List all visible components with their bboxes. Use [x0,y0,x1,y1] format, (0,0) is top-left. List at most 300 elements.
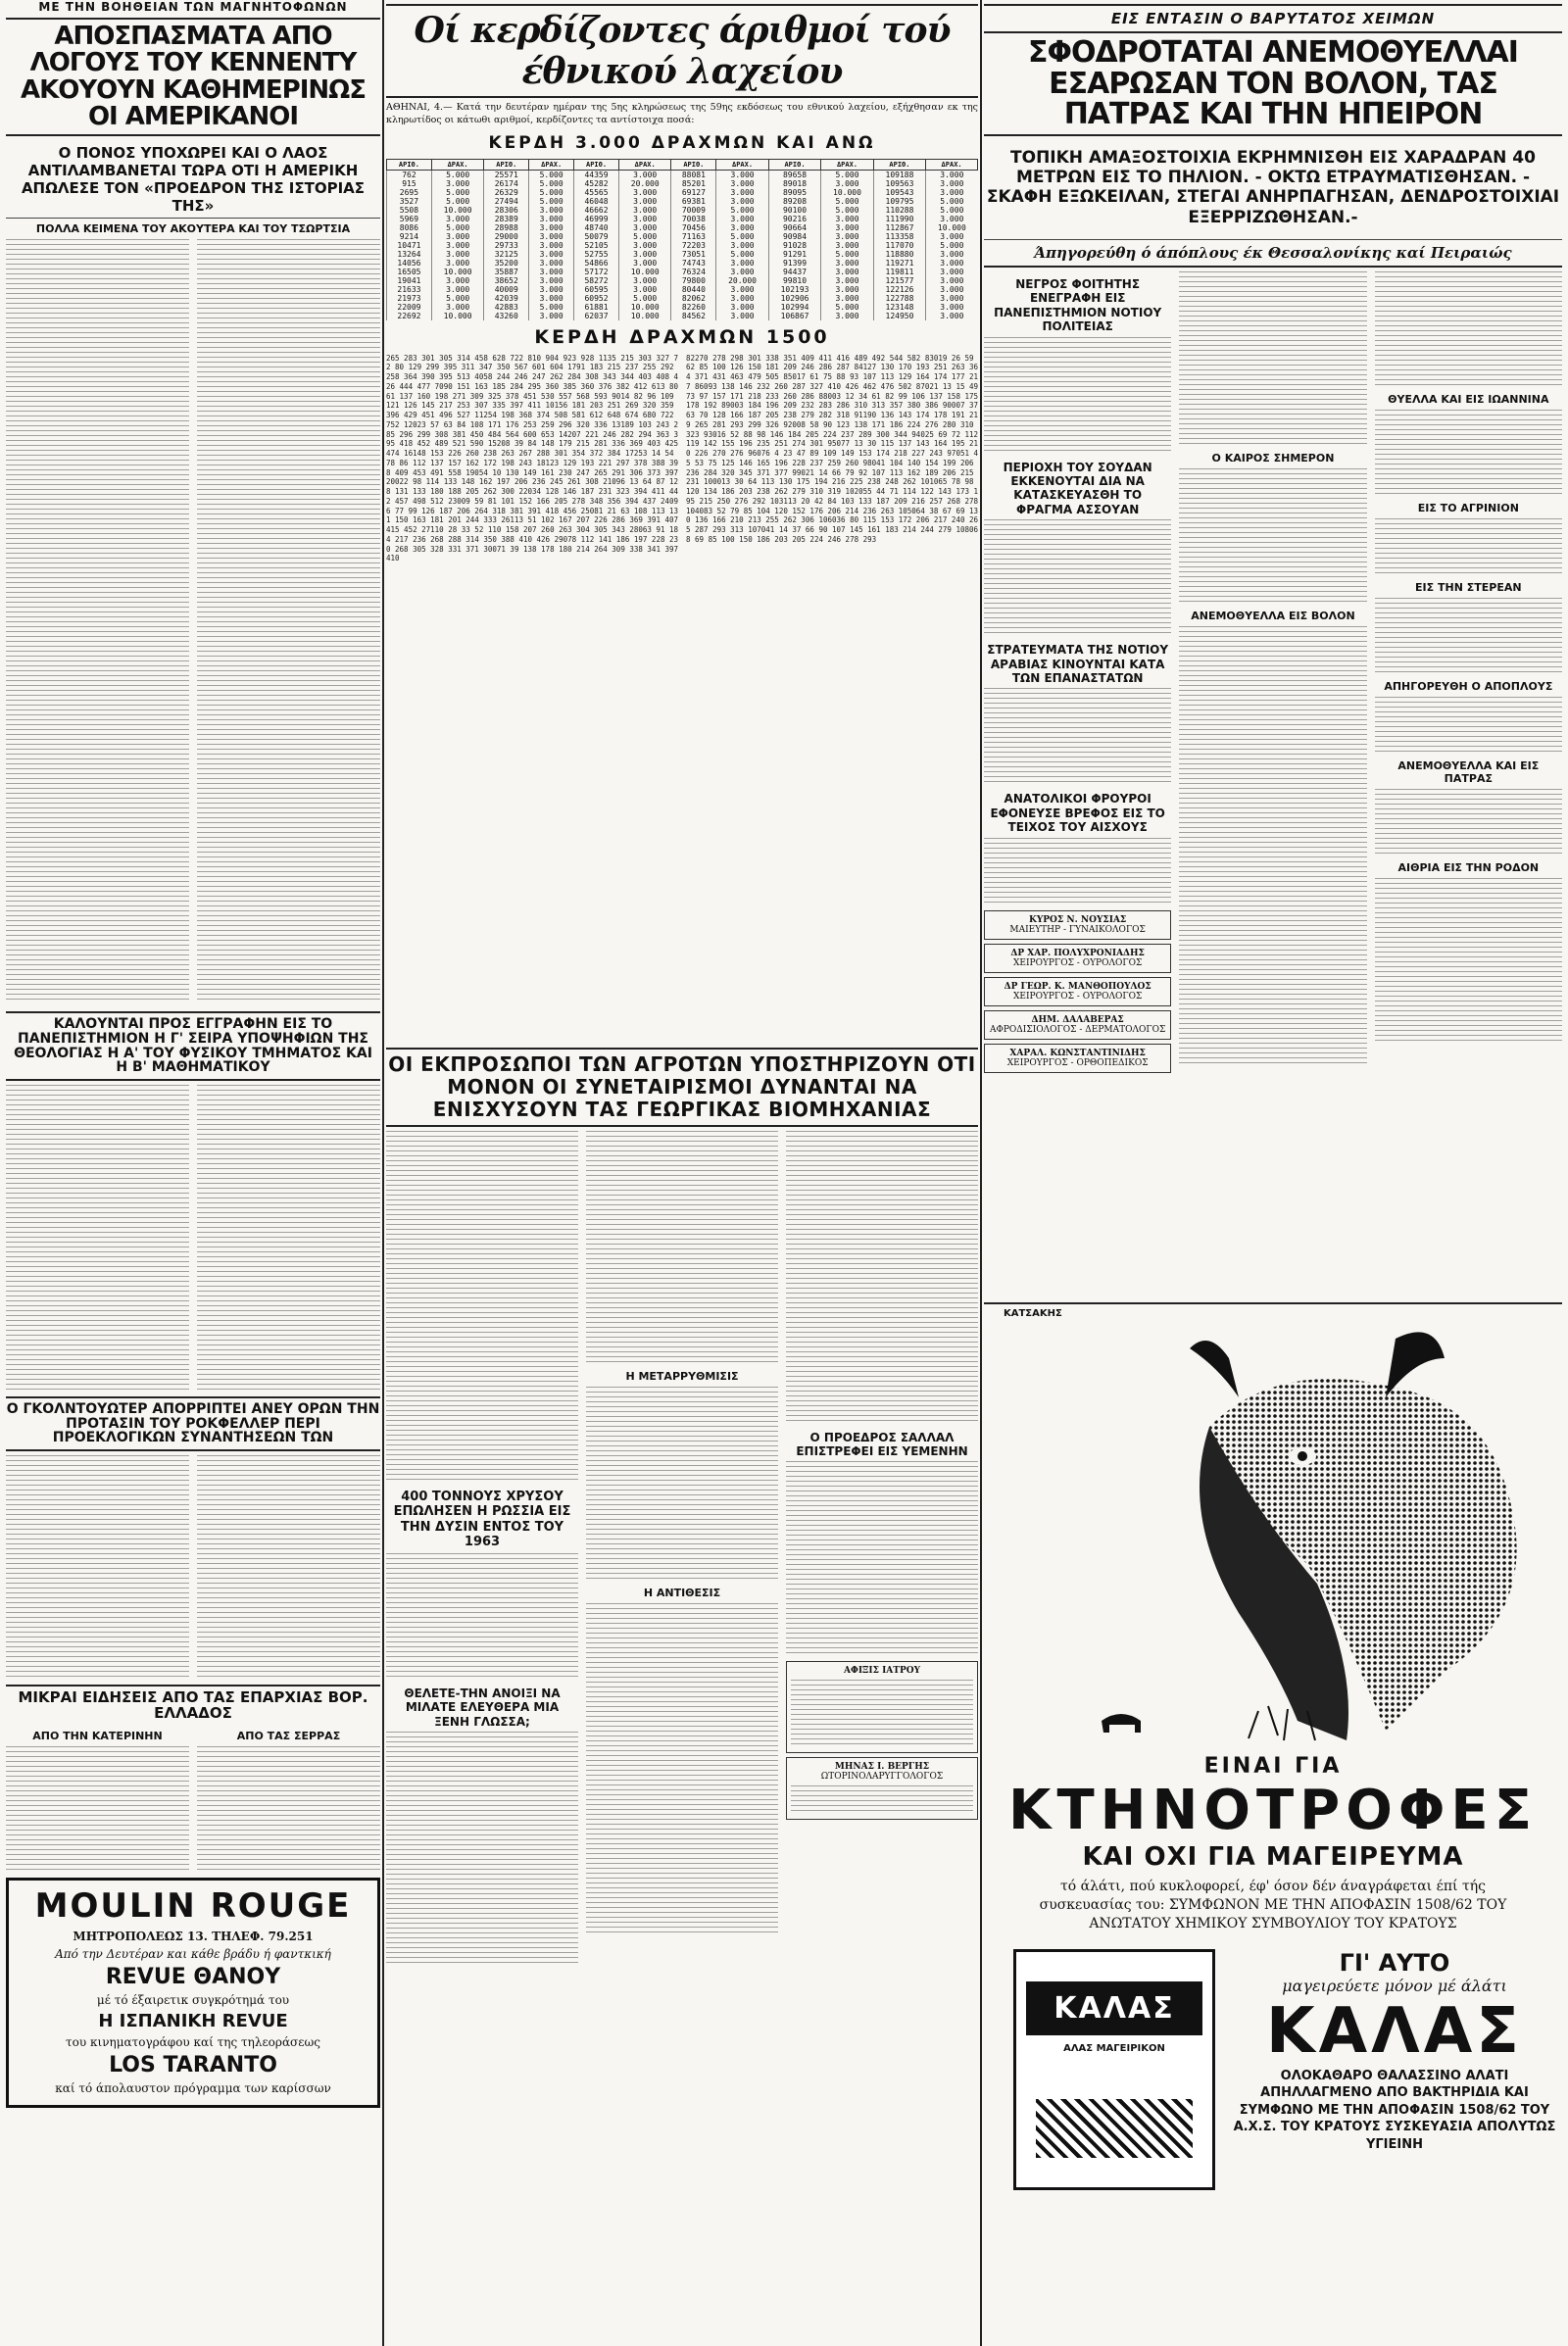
table-cell: 26174 [484,179,529,188]
article-text [6,1085,189,1391]
article-text [791,1680,973,1748]
table-row [387,312,978,320]
table-cell: 5.000 [431,170,483,179]
ad-line: ΚΑΙ ΟΧΙ ΓΙΑ ΜΑΓΕΙΡΕΥΜΑ [1082,1842,1464,1872]
section-antithesis: Η ΑΝΤΙΘΕΣΙΣ [643,1586,721,1599]
table-cell: 43260 [484,312,529,320]
table-cell: 5508 [387,206,432,215]
table-cell: 109543 [873,188,925,197]
table-cell: 119271 [873,259,925,268]
section-ioannina: ΘΥΕΛΛΑ ΚΑΙ ΕΙΣ ΙΩΑΝΝΙΝΑ [1388,393,1549,407]
table-cell: 90216 [768,215,820,223]
ad-line: ΕΙΝΑΙ ΓΙΑ [1203,1754,1343,1779]
table-cell: 13264 [387,250,432,259]
table-cell: 3.000 [926,294,978,303]
article-text [984,519,1171,637]
ad-line: του κινηματογράφου καί της τηλεοράσεως [66,2034,320,2049]
table-cell: 3.000 [529,312,574,320]
table-header: ΔΡΑΧ. [926,159,978,170]
table-cell: 5.000 [618,294,670,303]
table-cell: 3.000 [529,215,574,223]
doctor-role: ΑΦΡΟΔΙΣΙΟΛΟΓΟΣ - ΔΕΡΜΑΤΟΛΟΓΟΣ [989,1024,1166,1035]
ad-troupe: LOS TARANTO [109,2052,277,2077]
ad-line: μέ τό έξαιρετικ συγκρότημά του [96,1992,290,2007]
moulin-rouge-ad [6,1878,380,2108]
article-text [984,688,1171,786]
kalas-salt-ad [984,1298,1562,2337]
section-patras: ΑΝΕΜΟΘΥΕΛΛΑ ΚΑΙ ΕΙΣ ΠΑΤΡΑΣ [1397,759,1540,786]
table-cell: 5.000 [716,250,768,259]
column-right [984,0,1562,2346]
table-cell: 5.000 [716,232,768,241]
table-cell: 3.000 [821,259,873,268]
table-cell: 109795 [873,197,925,206]
table-cell: 40009 [484,285,529,294]
ad-line: Από την Δευτέραν και κάθε βράδυ ή φαντκική [55,1946,331,1961]
table-row [387,232,978,241]
table-cell: 109188 [873,170,925,179]
table-cell: 3.000 [926,268,978,276]
table-cell: 52105 [574,241,619,250]
lottery-section-3000: ΚΕΡΔΗ 3.000 ΔΡΑΧΜΩΝ ΚΑΙ ΑΝΩ [488,132,876,153]
table-cell: 91291 [768,250,820,259]
table-cell: 10.000 [618,303,670,312]
doctor-role: ΧΕΙΡΟΥΡΓΟΣ - ΟΥΡΟΛΟΓΟΣ [1012,957,1143,968]
ad-line: Η ΙΣΠΑΝΙΚΗ REVUE [98,2010,288,2031]
article-text [1375,789,1562,857]
ad-revue: REVUE ΘΑΝΟΥ [105,1964,281,1989]
table-cell: 3.000 [431,232,483,241]
article-text [1375,518,1562,577]
table-cell: 80440 [671,285,716,294]
table-cell: 57172 [574,268,619,276]
table-cell: 25571 [484,170,529,179]
table-cell: 5969 [387,215,432,223]
table-cell: 106867 [768,312,820,320]
table-cell: 10.000 [618,312,670,320]
column-divider [980,0,982,2346]
table-cell: 3.000 [618,170,670,179]
table-cell: 10.000 [821,188,873,197]
table-cell: 22692 [387,312,432,320]
table-cell: 90100 [768,206,820,215]
table-cell: 3.000 [529,206,574,215]
ad-brand-small: ΚΑΤΣΑΚΗΣ [1004,1308,1062,1319]
sudan-headline: ΠΕΡΙΟΧΗ ΤΟΥ ΣΟΥΔΑΝ ΕΚΚΕΝΟΥΤΑΙ ΔΙΑ ΝΑ ΚΑΤΑΣΚΕΥΑΣΘΗ ΤΟ ΦΡΑΓΜΑ ΑΣΣΟΥΑΝ [1003,460,1152,516]
table-cell: 3.000 [716,223,768,232]
article-text [6,1746,189,1872]
table-cell: 3.000 [821,232,873,241]
table-cell: 61881 [574,303,619,312]
table-cell: 3.000 [821,312,873,320]
doctor-role: ΜΑΙΕΥΤΗΡ - ΓΥΝΑΙΚΟΛΟΓΟΣ [1009,924,1146,935]
table-cell: 3.000 [618,215,670,223]
table-cell: 3.000 [821,285,873,294]
table-cell: 99810 [768,276,820,285]
column-divider [382,0,384,2346]
ad-address: ΜΗΤΡΟΠΟΛΕΩΣ 13. ΤΗΛΕΦ. 79.251 [73,1929,314,1943]
doctor-listing [984,944,1171,973]
subhead-secondary: ΠΟΛΛΑ ΚΕΙΜΕΝΑ ΤΟΥ ΑΚΟΥΤΕΡΑ ΚΑΙ ΤΟΥ ΤΣΩΡΤΣΙΑ [35,222,351,236]
table-cell: 3.000 [618,259,670,268]
university-headline: ΚΑΛΟΥΝΤΑΙ ΠΡΟΣ ΕΓΓΡΑΦΗΝ ΕΙΣ ΤΟ ΠΑΝΕΠΙΣΤΗΜΙΟΝ Η Γ' ΣΕΙΡΑ ΥΠΟΨΗΦΙΩΝ ΤΗΣ ΘΕΟΛΟΓΙΑΣ Η Α' ΤΟΥ ΦΥΣΙΚΟΥ ΤΜΗΜΑΤΟΣ ΚΑΙ Η Β' ΜΑΘΗΜΑΤΙΚΟΥ [14,1016,372,1076]
ad-headline: ΚΤΗΝΟΤΡΟΦΕΣ [1008,1779,1538,1842]
table-cell: 21633 [387,285,432,294]
article-text [984,838,1171,906]
table-cell: 119811 [873,268,925,276]
table-header: ΔΡΑΧ. [716,159,768,170]
table-cell: 3.000 [716,268,768,276]
table-cell: 3.000 [821,215,873,223]
table-cell: 35200 [484,259,529,268]
table-cell: 3.000 [618,241,670,250]
table-cell: 60595 [574,285,619,294]
table-header: ΑΡΙΘ. [574,159,619,170]
table-cell: 5.000 [529,188,574,197]
table-cell: 9214 [387,232,432,241]
table-cell: 10471 [387,241,432,250]
table-row [387,285,978,294]
table-cell: 45282 [574,179,619,188]
table-cell: 3.000 [716,312,768,320]
table-cell: 94437 [768,268,820,276]
student-headline: ΝΕΓΡΟΣ ΦΟΙΤΗΤΗΣ ΕΝΕΓΡΑΦΗ ΕΙΣ ΠΑΝΕΠΙΣΤΗΜΙΟΝ ΝΟΤΙΟΥ ΠΟΛΙΤΕΙΑΣ [994,277,1162,334]
table-row [387,223,978,232]
table-cell: 5.000 [529,197,574,206]
table-cell: 76324 [671,268,716,276]
table-cell: 28389 [484,215,529,223]
table-row [387,188,978,197]
table-cell: 3.000 [716,179,768,188]
table-cell: 3.000 [618,276,670,285]
table-row [387,259,978,268]
table-cell: 5.000 [529,179,574,188]
table-cell: 5.000 [926,206,978,215]
article-text [791,1785,973,1815]
ad-brand: ΚΑΛΑΣ [1266,1994,1523,2068]
table-cell: 3.000 [926,285,978,294]
table-cell: 3.000 [716,285,768,294]
table-cell: 46999 [574,215,619,223]
guards-headline: ΑΝΑΤΟΛΙΚΟΙ ΦΡΟΥΡΟΙ ΕΦΟΝΕΥΣΕ ΒΡΕΦΟΣ ΕΙΣ ΤΟ ΤΕΙΧΟΣ ΤΟΥ ΑΙΣΧΟΥΣ [990,792,1165,835]
table-cell: 3.000 [529,259,574,268]
table-cell: 3.000 [716,170,768,179]
news-headline: ΜΙΚΡΑΙ ΕΙΔΗΣΕΙΣ ΑΠΟ ΤΑΣ ΕΠΑΡΧΙΑΣ ΒΟΡ. ΕΛΛΑΔΟΣ [18,1688,368,1722]
table-cell: 48740 [574,223,619,232]
lottery-numbers-right: 82270 278 298 301 338 351 409 411 416 489 492 544 582 83019 26 59 62 85 100 126 150 181 209 246 286 287 84127 130 170 193 251 263 364 371 431 463 479 505 85017 61 75 88 93 107 113 129 164 174 177 217 86093 138 146 232 260 287 327 410 426 462 476 502 87021 13 15 49 73 97 157 171 218 233 260 286 88003 12 34 61 82 99 106 137 158 175 178 192 89003 184 196 209 232 283 286 310 313 357 380 386 90007 37 63 70 128 166 187 205 238 279 282 318 91190 136 143 174 178 191 219 265 281 293 299 326 92008 58 90 123 138 171 186 224 276 280 310 323 93016 52 88 98 146 184 205 224 237 289 300 344 94025 69 72 112 119 142 155 196 235 251 274 301 95077 13 30 115 137 143 164 195 210 226 270 276 96076 4 23 47 89 109 149 153 174 218 227 243 97051 45 53 75 125 146 165 196 228 237 259 260 98041 104 140 154 199 206 236 284 320 345 371 377 99021 14 66 79 92 107 113 162 189 206 215 231 100013 30 64 113 130 175 194 216 225 238 248 262 101065 78 98 120 134 186 203 238 262 279 310 319 102055 44 71 114 122 143 173 195 215 250 276 292 103113 20 42 84 103 133 187 209 216 257 268 278 104083 52 79 85 104 120 152 176 206 214 236 263 105064 38 67 69 130 136 166 210 213 255 262 306 106036 80 115 153 172 206 217 240 265 287 293 313 107041 14 37 66 90 107 145 161 183 214 244 279 108068 69 85 100 150 186 203 205 224 246 278 293 [686,353,978,544]
article-text [386,1131,578,1484]
table-header: ΔΡΑΧ. [618,159,670,170]
table-row [387,170,978,179]
table-cell: 3.000 [529,232,574,241]
table-cell: 3.000 [926,170,978,179]
table-cell: 89018 [768,179,820,188]
article-text [586,1131,778,1366]
table-cell: 3.000 [716,241,768,250]
table-cell: 91028 [768,241,820,250]
article-text [386,1553,578,1681]
table-cell: 3.000 [821,223,873,232]
table-cell: 28988 [484,223,529,232]
table-cell: 3.000 [926,303,978,312]
main-headline: ΑΠΟΣΠΑΣΜΑΤΑ ΑΠΟ ΛΟΓΟΥΣ ΤΟΥ ΚΕΝΝΕΝΤΥ ΑΚΟΥΟΥΝ ΚΑΘΗΜΕΡΙΝΩΣ ΟΙ ΑΜΕΡΙΚΑΝΟΙ [20,22,367,131]
table-cell: 3.000 [431,179,483,188]
table-cell: 112867 [873,223,925,232]
table-cell: 14056 [387,259,432,268]
doctor-listing [984,1044,1171,1073]
table-cell: 3.000 [821,179,873,188]
table-cell: 79800 [671,276,716,285]
table-cell: 3.000 [431,303,483,312]
table-cell: 5.000 [529,303,574,312]
language-headline: ΘΕΛΕΤΕ-ΤΗΝ ΑΝΟΙΞΙ ΝΑ ΜΙΛΑΤΕ ΕΛΕΥΘΕΡΑ ΜΙΑ ΞΕΝΗ ΓΛΩΣΣΑ; [404,1686,561,1729]
ad-line: καί τό άπολαυστον πρόγραμμα των καρίσσων [55,2080,331,2095]
lottery-table [386,159,978,320]
doctor-box [786,1661,978,1753]
doctor-title: ΩΤΟΡΙΝΟΛΑΡΥΓΓΟΛΟΓΟΣ [820,1772,944,1783]
table-cell: 3.000 [529,223,574,232]
table-cell: 3.000 [529,268,574,276]
table-row [387,215,978,223]
storm-subhead-secondary: Άπηγορεύθη ό άπόπλους έκ Θεσσαλονίκης καί Πειραιώς [1034,244,1512,263]
table-cell: 3.000 [431,276,483,285]
table-cell: 5.000 [618,232,670,241]
table-cell: 70456 [671,223,716,232]
ad-body: τό άλάτι, πού κυκλοφορεί, έφ' όσον δέν άναγράφεται έπί τής συσκευασίας του: ΣΥΜΦΩΝΟΝ ΜΕ ΤΗΝ ΑΠΟΦΑΣΙΝ 1508/62 ΤΟΥ ΑΝΩΤΑΤΟΥ ΧΗΜΙΚΟΥ ΣΥΜΒΟΥΛΙΟΥ ΤΟΥ ΚΡΑΤΟΥΣ [1039,1879,1507,1931]
table-cell: 3.000 [821,268,873,276]
table-cell: 42039 [484,294,529,303]
table-header: ΑΡΙΘ. [873,159,925,170]
table-cell: 3.000 [618,223,670,232]
table-cell: 3.000 [926,259,978,268]
table-row [387,276,978,285]
package-label: ΑΛΑΣ ΜΑΓΕΙΡΙΚΟΝ [1063,2042,1165,2054]
table-cell: 88081 [671,170,716,179]
table-row [387,179,978,188]
article-text [197,1085,380,1391]
table-cell: 69127 [671,188,716,197]
table-cell: 73051 [671,250,716,259]
table-cell: 5.000 [821,303,873,312]
table-cell: 3527 [387,197,432,206]
section-volos: ΑΝΕΜΟΘΥΕΛΛΑ ΕΙΣ ΒΟΛΟΝ [1191,610,1355,623]
table-cell: 69381 [671,197,716,206]
table-cell: 3.000 [618,188,670,197]
article-text [1375,878,1562,1045]
table-cell: 60952 [574,294,619,303]
table-cell: 10.000 [431,206,483,215]
doctor-listings [984,910,1171,1073]
table-cell: 3.000 [618,250,670,259]
table-cell: 16505 [387,268,432,276]
lottery-headline: Οί κερδίζοντες άριθμοί τού έθνικού λαχείου [414,10,951,92]
table-cell: 102994 [768,303,820,312]
table-header: ΔΡΑΧ. [431,159,483,170]
table-cell: 29000 [484,232,529,241]
table-cell: 915 [387,179,432,188]
table-cell: 10.000 [926,223,978,232]
table-cell: 5.000 [431,223,483,232]
storm-subhead: ΤΟΠΙΚΗ ΑΜΑΞΟΣΤΟΙΧΙΑ ΕΚΡΗΜΝΙΣΘΗ ΕΙΣ ΧΑΡΑΔΡΑΝ 40 ΜΕΤΡΩΝ ΕΙΣ ΤΟ ΠΗΛΙΟΝ. - ΟΚΤΩ ΕΤΡΑΥΜΑΤΙΣΘΗΣΑΝ. - ΣΚΑΦΗ ΕΞΩΚΕΙΛΑΝ, ΣΤΕΓΑΙ ΑΝΗΡΠΑΓΗΣΑΝ, ΔΕΝΔΡΟΣΤΟΙΧΙΑΙ ΕΞΕΡΡΙΖΩΘΗΣΑΝ.- [986,147,1560,227]
table-cell: 5.000 [529,170,574,179]
table-cell: 35887 [484,268,529,276]
table-cell: 3.000 [716,303,768,312]
table-cell: 2695 [387,188,432,197]
table-cell: 50079 [574,232,619,241]
ad-description: ΟΛΟΚΑΘΑΡΟ ΘΑΛΑΣΣΙΝΟ ΑΛΑΤΙ ΑΠΗΛΛΑΓΜΕΝΟ ΑΠΟ ΒΑΚΤΗΡΙΔΙΑ ΚΑΙ ΣΥΜΦΩΝΟ ΜΕ ΤΗΝ ΑΠΟΦΑΣΙΝ 1508/62 ΤΟΥ Α.Χ.Σ. ΤΟΥ ΚΡΑΤΟΥΣ ΣΥΣΚΕΥΑΣΙΑ ΑΠΟΛΥΤΩΣ ΥΓΙΕΙΝΗ [1233,2068,1556,2152]
doctor-role: ΧΕΙΡΟΥΡΓΟΣ - ΟΡΘΟΠΕΔΙΚΟΣ [1006,1057,1149,1068]
doctor-box-title: ΑΦΙΞΙΣ ΙΑΤΡΟΥ [844,1666,920,1677]
table-cell: 10.000 [431,268,483,276]
section-sterea: ΕΙΣ ΤΗΝ ΣΤΕΡΕΑΝ [1415,581,1522,595]
subhead: Ο ΠΟΝΟΣ ΥΠΟΧΩΡΕΙ ΚΑΙ Ο ΛΑΟΣ ΑΝΤΙΛΑΜΒΑΝΕΤΑΙ ΤΩΡΑ ΟΤΙ Η ΑΜΕΡΙΚΗ ΑΠΩΛΕΣΕ ΤΟΝ «ΠΡΟΕΔΡΟΝ ΤΗΣ ΙΣΤΟΡΙΑΣ ΤΗΣ» [21,144,366,216]
article-text [1375,697,1562,756]
farm-headline: ΟΙ ΕΚΠΡΟΣΩΠΟΙ ΤΩΝ ΑΓΡΟΤΩΝ ΥΠΟΣΤΗΡΙΖΟΥΝ ΟΤΙ ΜΟΝΟΝ ΟΙ ΣΥΝΕΤΑΙΡΙΣΜΟΙ ΔΥΝΑΝΤΑΙ ΝΑ ΕΝΙΣΧΥΣΟΥΝ ΤΑΣ ΓΕΩΡΓΙΚΑΣ ΒΙΟΜΗΧΑΝΙΑΣ [388,1051,976,1121]
table-cell: 3.000 [529,276,574,285]
table-cell: 102906 [768,294,820,303]
cow-illustration [984,1319,1562,1750]
table-cell: 111990 [873,215,925,223]
table-cell: 10.000 [431,312,483,320]
table-cell: 70009 [671,206,716,215]
table-cell: 54866 [574,259,619,268]
arabia-headline: ΣΤΡΑΤΕΥΜΑΤΑ ΤΗΣ ΝΟΤΙΟΥ ΑΡΑΒΙΑΣ ΚΙΝΟΥΝΤΑΙ ΚΑΤΑ ΤΩΝ ΕΠΑΝΑΣΤΑΤΩΝ [987,643,1169,685]
table-cell: 90984 [768,232,820,241]
article-text [386,1732,578,1967]
table-cell: 3.000 [926,312,978,320]
table-cell: 117070 [873,241,925,250]
article-text [197,239,380,1003]
table-cell: 82260 [671,303,716,312]
table-cell: 45565 [574,188,619,197]
kicker: ΜΕ ΤΗΝ ΒΟΗΘΕΙΑΝ ΤΩΝ ΜΑΓΝΗΤΟΦΩΝΩΝ [38,0,348,14]
table-row [387,294,978,303]
article-text [786,1131,978,1425]
table-cell: 109563 [873,179,925,188]
table-cell: 3.000 [716,215,768,223]
doctor-listing [984,910,1171,940]
table-cell: 3.000 [821,294,873,303]
article-text [1179,271,1366,448]
table-cell: 89658 [768,170,820,179]
table-cell: 5.000 [431,188,483,197]
table-cell: 21973 [387,294,432,303]
package-pattern [1036,2099,1193,2158]
article-text [586,1387,778,1583]
table-cell: 3.000 [618,206,670,215]
table-cell: 29733 [484,241,529,250]
doctor-listing [984,1010,1171,1040]
table-cell: 5.000 [431,294,483,303]
table-header: ΑΡΙΘ. [484,159,529,170]
table-cell: 110288 [873,206,925,215]
table-cell: 5.000 [926,197,978,206]
table-cell: 118880 [873,250,925,259]
table-cell: 44359 [574,170,619,179]
table-cell: 124950 [873,312,925,320]
doctor-name: ΔΗΜ. ΔΑΛΑΒΕΡΑΣ [1031,1014,1124,1025]
table-cell: 3.000 [716,294,768,303]
table-header: ΔΡΑΧ. [821,159,873,170]
table-cell: 19041 [387,276,432,285]
table-cell: 3.000 [529,241,574,250]
table-cell: 3.000 [926,215,978,223]
doctor-listing [984,977,1171,1006]
table-cell: 20.000 [716,276,768,285]
lottery-intro: ΑΘΗΝΑΙ, 4.— Κατά την δευτέραν ημέραν της 5ης κληρώσεως της 59ης εκδόσεως του εθνικού λαχείου, εξήχθησαν εκ της κληρωτίδος οι κάτωθι αριθμοί, κερδίζοντες τα αντίστοιχα ποσά: [386,102,978,125]
ad-line: ΓΙ' ΑΥΤΟ [1339,1948,1450,1977]
table-cell: 102193 [768,285,820,294]
article-text [1179,468,1366,606]
table-cell: 3.000 [926,179,978,188]
column-center [386,0,978,2346]
table-cell: 10.000 [618,268,670,276]
table-cell: 20.000 [618,179,670,188]
table-cell: 28306 [484,206,529,215]
section-apoplous: ΑΠΗΓΟΡΕΥΘΗ Ο ΑΠΟΠΛΟΥΣ [1384,680,1553,694]
doctor-name: ΜΗΝΑΣ Ι. ΒΕΡΓΗΣ [834,1762,930,1773]
section-katerini: ΑΠΟ ΤΗΝ ΚΑΤΕΡΙΝΗΝ [32,1729,163,1742]
doctor-name: ΧΑΡΑΛ. ΚΩΝΣΤΑΝΤΙΝΙΔΗΣ [1009,1048,1146,1058]
table-cell: 46048 [574,197,619,206]
storm-headline: ΣΦΟΔΡΟΤΑΤΑΙ ΑΝΕΜΟΘΥΕΛΛΑΙ ΕΣΑΡΩΣΑΝ ΤΟΝ ΒΟΛΟΝ, ΤΑΣ ΠΑΤΡΑΣ ΚΑΙ ΤΗΝ ΗΠΕΙΡΟΝ [1028,35,1518,131]
table-cell: 762 [387,170,432,179]
table-cell: 5.000 [716,206,768,215]
lottery-section-1500: ΚΕΡΔΗ ΔΡΑΧΜΩΝ 1500 [534,325,830,348]
table-cell: 84562 [671,312,716,320]
sallal-headline: Ο ΠΡΟΕΔΡΟΣ ΣΑΛΛΑΛ ΕΠΙΣΤΡΕΦΕΙ ΕΙΣ ΥΕΜΕΝΗΝ [796,1430,968,1459]
table-cell: 3.000 [529,285,574,294]
table-cell: 122788 [873,294,925,303]
table-cell: 26329 [484,188,529,197]
table-cell: 3.000 [926,232,978,241]
table-cell: 90664 [768,223,820,232]
table-cell: 3.000 [618,197,670,206]
table-cell: 3.000 [926,276,978,285]
table-cell: 3.000 [618,285,670,294]
table-cell: 3.000 [431,259,483,268]
table-row [387,268,978,276]
table-cell: 91399 [768,259,820,268]
table-cell: 3.000 [431,215,483,223]
table-header: ΑΡΙΘ. [671,159,716,170]
table-cell: 5.000 [821,250,873,259]
table-cell: 3.000 [821,276,873,285]
doctor-name: ΚΥΡΟΣ Ν. ΝΟΥΣΙΑΣ [1029,914,1127,925]
table-row [387,303,978,312]
table-row [387,250,978,259]
table-cell: 89208 [768,197,820,206]
table-cell: 62037 [574,312,619,320]
table-cell: 89095 [768,188,820,197]
table-cell: 3.000 [431,250,483,259]
table-cell: 70038 [671,215,716,223]
table-cell: 3.000 [926,250,978,259]
table-cell: 3.000 [529,250,574,259]
table-cell: 3.000 [431,285,483,294]
table-cell: 5.000 [821,197,873,206]
table-cell: 3.000 [716,188,768,197]
article-text [1375,598,1562,676]
article-text [1375,410,1562,498]
table-cell: 3.000 [716,197,768,206]
kicker: ΕΙΣ ΕΝΤΑΣΙΝ Ο ΒΑΡΥΤΑΤΟΣ ΧΕΙΜΩΝ [1110,10,1436,27]
article-text [1179,626,1366,1067]
goldwater-headline: Ο ΓΚΟΛΝΤΟΥΩΤΕΡ ΑΠΟΡΡΙΠΤΕΙ ΑΝΕΥ ΟΡΩΝ ΤΗΝ ΠΡΟΤΑΣΙΝ ΤΟΥ ΡΟΚΦΕΛΛΕΡ ΠΕΡΙ ΠΡΟΕΚΛΟΓΙΚΩΝ ΣΥΝΑΝΤΗΣΕΩΝ ΤΩΝ [6,1400,380,1446]
table-cell: 123148 [873,303,925,312]
table-row [387,241,978,250]
article-text [1375,271,1562,389]
